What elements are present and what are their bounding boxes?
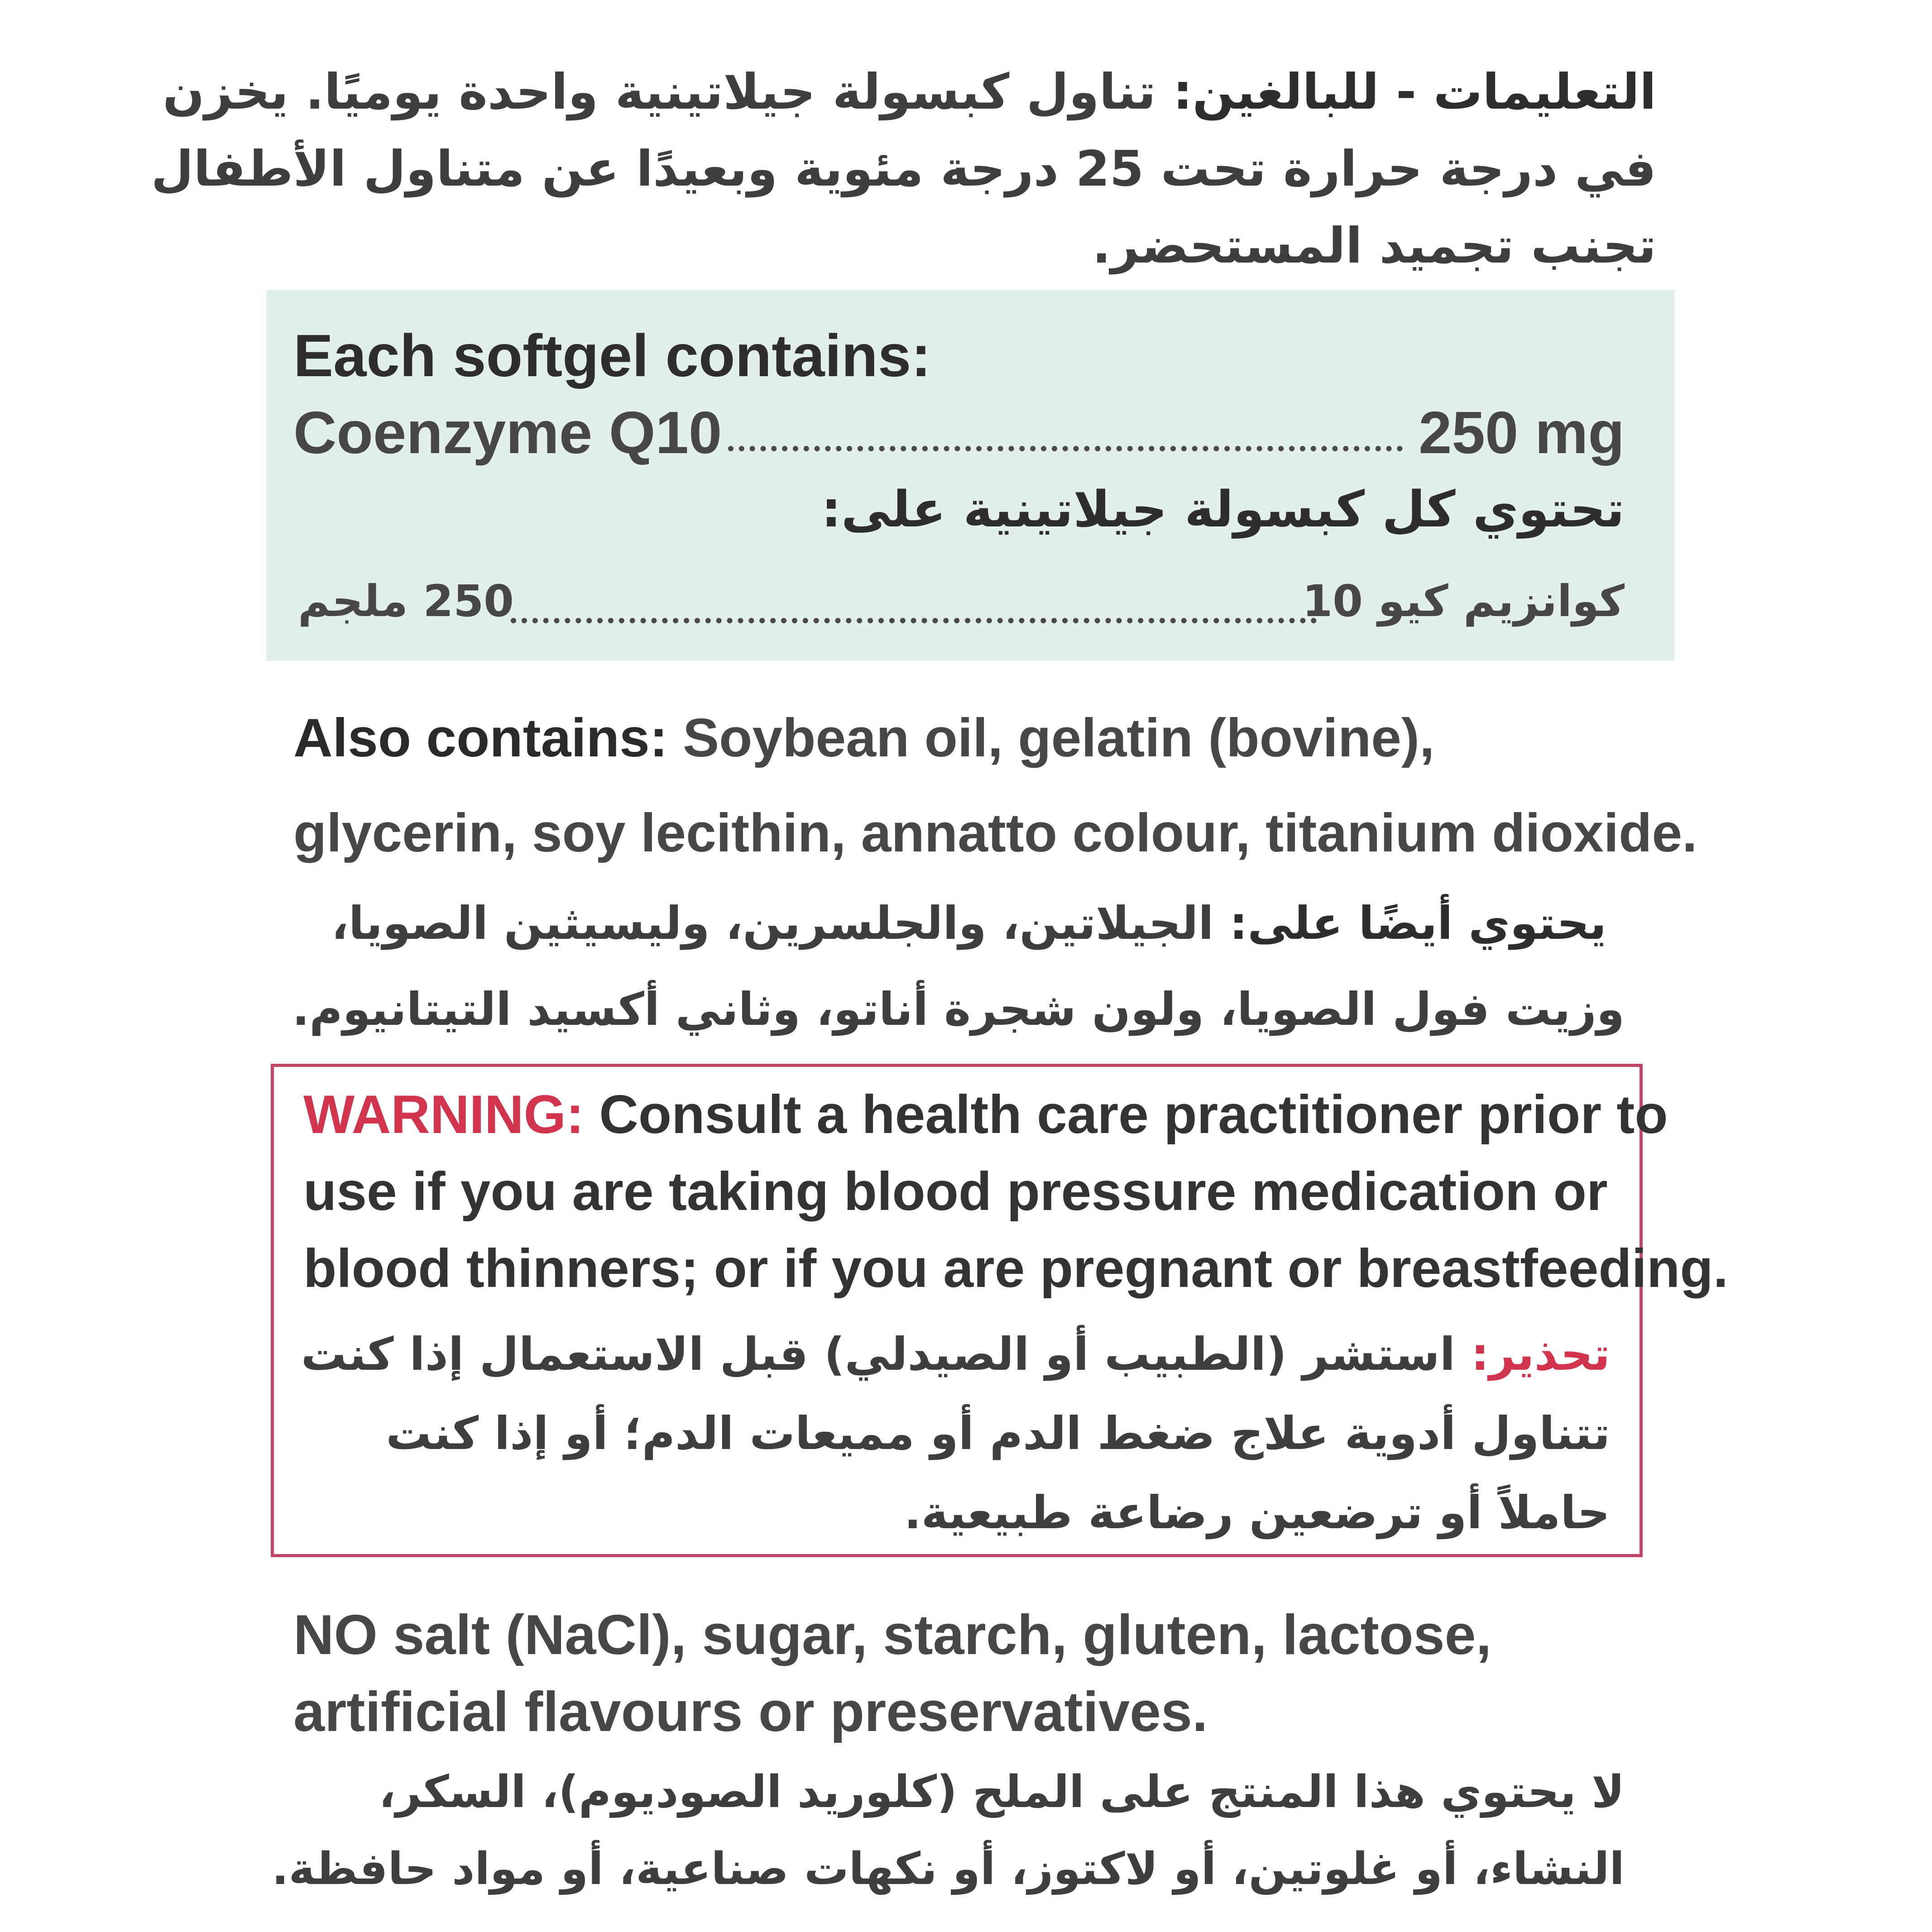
coq10-leader-dots-ar — [511, 618, 1317, 623]
also-contains-label-ar: يحتوي أيضًا على: — [1229, 897, 1606, 950]
warning-label-ar: تحذير: — [1471, 1328, 1610, 1381]
warning-line-3-ar: حاملاً أو ترضعين رضاعة طبيعية. — [904, 1486, 1610, 1539]
warning-label: WARNING: — [303, 1084, 584, 1145]
coq10-leader-dots — [728, 446, 1403, 451]
warning-line-1-ar — [301, 1328, 1610, 1381]
also-contains-line-2: glycerin, soy lecithin, annatto colour, titanium dioxide. — [293, 803, 1697, 863]
coq10-name: Coenzyme Q10 — [293, 399, 722, 466]
also-contains-line-2-ar: وزيت فول الصويا، ولون شجرة أناتو، وثاني أكسيد التيتانيوم. — [292, 983, 1625, 1036]
directions-label: التعليمات - للبالغين: — [1173, 64, 1656, 120]
coq10-name-ar: كوانزيم كيو 10 — [1302, 576, 1625, 626]
warning-text-1-ar: استشر (الطبيب أو الصيدلي) قبل الاستعمال إذا كنت — [301, 1328, 1471, 1381]
directions-line-1 — [163, 64, 1656, 120]
also-contains-text-1: Soybean oil, gelatin (bovine), — [667, 708, 1435, 768]
directions-section — [151, 41, 1674, 285]
also-contains-text-1-ar: الجيلاتين، والجلسرين، وليسيثين الصويا، — [331, 897, 1230, 950]
supplement-label — [151, 41, 1728, 1895]
no-additives-section — [266, 1589, 1674, 1897]
warning-line-2-ar: تتناول أدوية علاج ضغط الدم أو مميعات الدم؛ أو إذا كنت — [386, 1407, 1610, 1460]
also-contains-line-1 — [293, 708, 1435, 768]
warning-line-2: use if you are taking blood pressure medication or — [303, 1161, 1608, 1222]
warning-box — [271, 1064, 1728, 1557]
softgel-heading-ar: تحتوي كل كبسولة جيلاتينية على: — [821, 480, 1625, 538]
coq10-amount-ar: 250 ملجم — [298, 576, 514, 626]
also-contains-section — [266, 679, 1697, 1068]
also-contains-label: Also contains: — [293, 708, 668, 768]
directions-line-3: تجنب تجميد المستحضر. — [1092, 218, 1656, 274]
no-additives-line-2-ar: النشاء، أو غلوتين، أو لاكتوز، أو نكهات صناعية، أو مواد حافظة. — [272, 1843, 1625, 1895]
directions-line-2: في درجة حرارة تحت 25 درجة مئوية وبعيدًا عن متناول الأطفال — [151, 141, 1656, 197]
coq10-amount: 250 mg — [1419, 399, 1625, 466]
warning-line-3: blood thinners; or if you are pregnant or breastfeeding. — [303, 1238, 1728, 1299]
softgel-contents-panel — [266, 290, 1674, 661]
warning-text-1: Consult a health care practitioner prior to — [584, 1084, 1668, 1145]
no-additives-line-1: NO salt (NaCl), sugar, starch, gluten, lactose, — [293, 1604, 1492, 1666]
also-contains-line-1-ar — [331, 897, 1606, 950]
directions-text-1: تناول كبسولة جيلاتينية واحدة يوميًا. يخزن — [163, 64, 1156, 120]
no-additives-line-1-ar: لا يحتوي هذا المنتج على الملح (كلوريد الصوديوم)، السكر، — [379, 1766, 1625, 1818]
softgel-heading: Each softgel contains: — [293, 322, 931, 389]
warning-line-1 — [303, 1084, 1668, 1145]
no-additives-line-2: artificial flavours or preservatives. — [293, 1681, 1208, 1743]
